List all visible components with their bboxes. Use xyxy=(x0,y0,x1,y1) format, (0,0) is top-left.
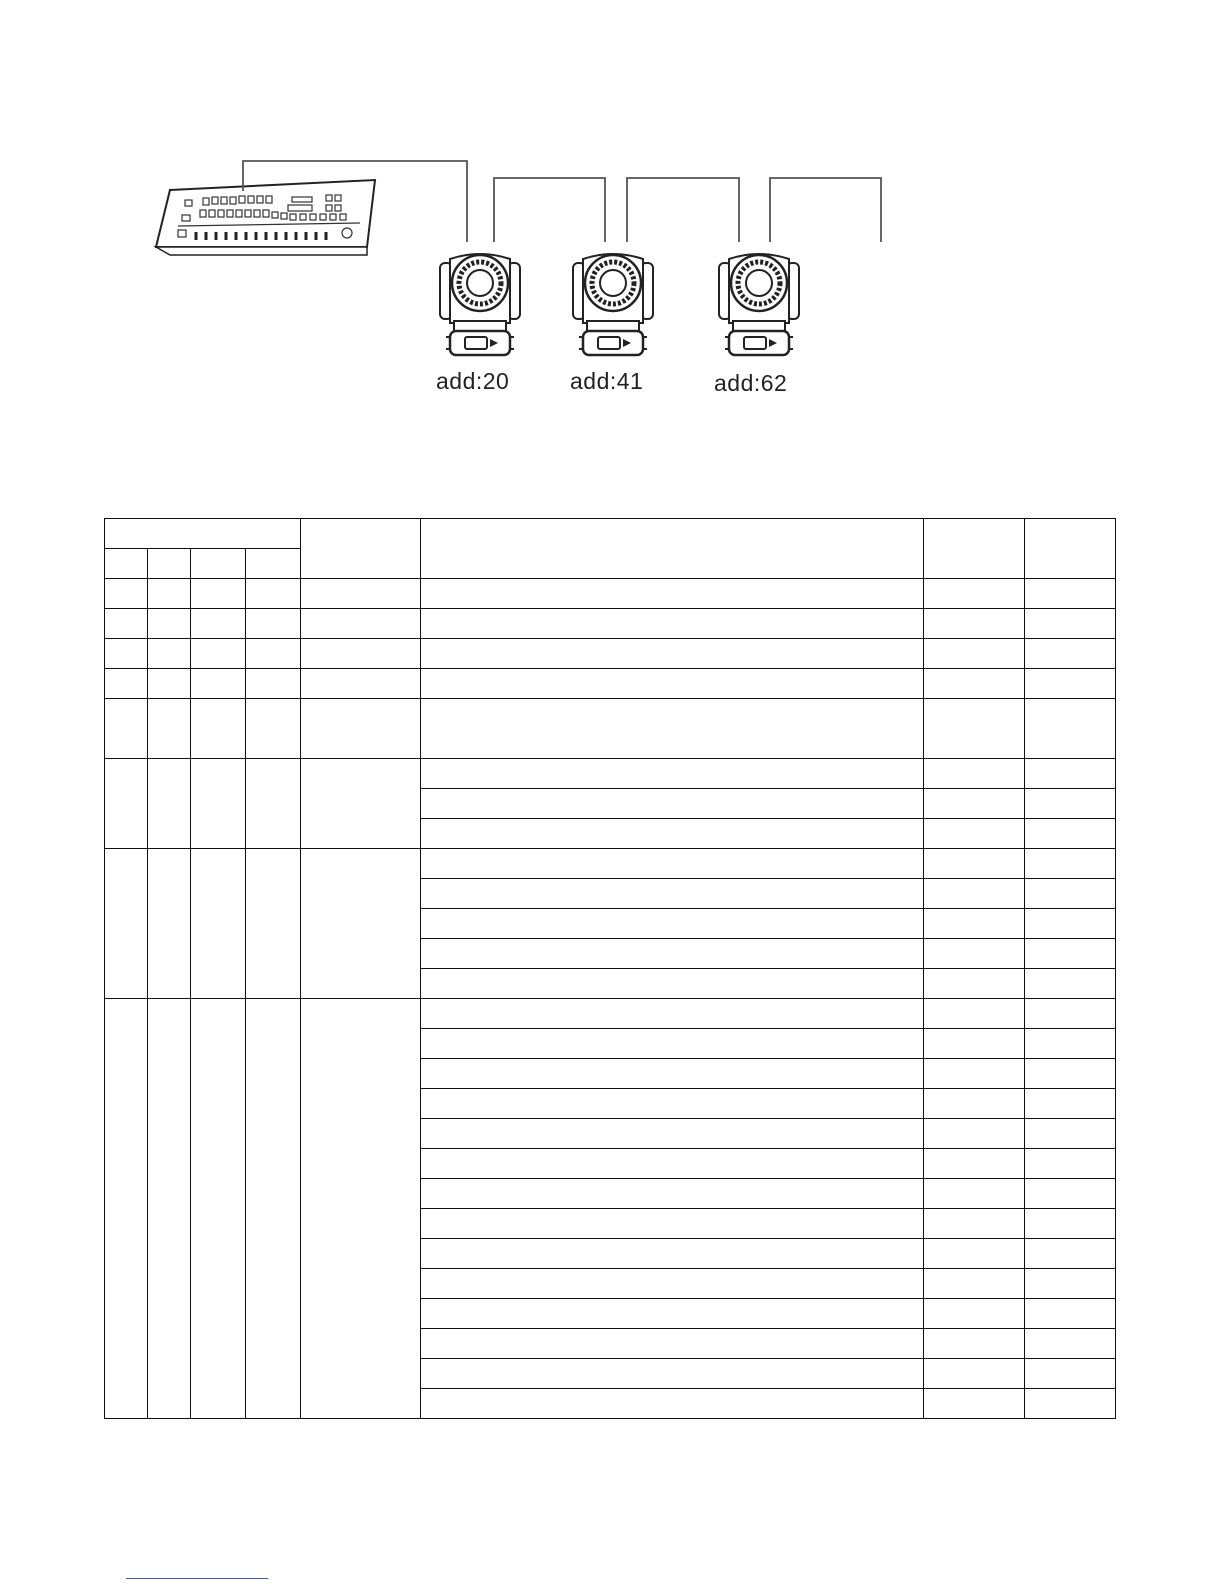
table-cell xyxy=(421,969,924,999)
table-cell xyxy=(1025,1329,1116,1359)
table-cell xyxy=(421,819,924,849)
table-cell xyxy=(421,669,924,699)
table-header-row xyxy=(105,519,1116,549)
table-cell xyxy=(924,1269,1025,1299)
table-cell xyxy=(421,789,924,819)
table-cell xyxy=(191,759,246,849)
table-cell xyxy=(924,819,1025,849)
table-cell xyxy=(1025,909,1116,939)
table-cell xyxy=(148,669,191,699)
table-cell xyxy=(301,999,421,1419)
table-cell xyxy=(924,1329,1025,1359)
table-cell xyxy=(191,999,246,1419)
table-cell xyxy=(301,609,421,639)
table-cell xyxy=(148,999,191,1419)
table-cell xyxy=(1025,1149,1116,1179)
table-cell xyxy=(924,1119,1025,1149)
table-cell xyxy=(924,1389,1025,1419)
fixture-address-label: add:41 xyxy=(570,368,644,394)
default-header xyxy=(1025,519,1116,579)
table-cell xyxy=(924,999,1025,1029)
table-cell xyxy=(1025,1269,1116,1299)
table-cell xyxy=(924,849,1025,879)
table-cell xyxy=(105,699,148,759)
table-cell xyxy=(924,1089,1025,1119)
table-cell xyxy=(191,699,246,759)
table-cell xyxy=(1025,1389,1116,1419)
table-row xyxy=(105,639,1116,669)
table-cell xyxy=(148,699,191,759)
table-row xyxy=(105,579,1116,609)
table-cell xyxy=(421,579,924,609)
table-cell xyxy=(1025,1299,1116,1329)
table-cell xyxy=(421,1209,924,1239)
table-cell xyxy=(924,909,1025,939)
table-cell xyxy=(1025,1119,1116,1149)
table-cell xyxy=(924,609,1025,639)
mode-column-header xyxy=(246,549,301,579)
dmx-channel-table xyxy=(104,518,1116,1419)
table-cell xyxy=(301,699,421,759)
table-row xyxy=(105,759,1116,789)
table-cell xyxy=(148,639,191,669)
dmx-console-icon xyxy=(156,180,375,255)
table-cell xyxy=(246,759,301,849)
table-cell xyxy=(1025,1179,1116,1209)
table-cell xyxy=(924,1209,1025,1239)
table-cell xyxy=(105,759,148,849)
table-cell xyxy=(421,1239,924,1269)
table-cell xyxy=(246,579,301,609)
table-cell xyxy=(421,999,924,1029)
table-cell xyxy=(246,849,301,999)
fixture-address-label: add:20 xyxy=(436,368,510,394)
table-cell xyxy=(421,699,924,759)
table-cell xyxy=(246,639,301,669)
mode-column-header xyxy=(191,549,246,579)
table-cell xyxy=(421,1089,924,1119)
table-cell xyxy=(924,939,1025,969)
table-cell xyxy=(924,699,1025,759)
table-cell xyxy=(421,1299,924,1329)
description-header xyxy=(421,519,924,579)
table-cell xyxy=(421,759,924,789)
table-cell xyxy=(301,579,421,609)
moving-head-light-icon xyxy=(573,254,653,355)
table-cell xyxy=(421,849,924,879)
table-cell xyxy=(148,579,191,609)
table-cell xyxy=(1025,669,1116,699)
table-cell xyxy=(148,609,191,639)
table-cell xyxy=(105,849,148,999)
table-cell xyxy=(1025,849,1116,879)
table-cell xyxy=(1025,1359,1116,1389)
table-cell xyxy=(924,759,1025,789)
dmx-wiring-diagram xyxy=(0,0,1225,420)
table-cell xyxy=(1025,999,1116,1029)
table-cell xyxy=(191,609,246,639)
table-cell xyxy=(421,1059,924,1089)
table-cell xyxy=(421,1359,924,1389)
table-cell xyxy=(421,609,924,639)
table-cell xyxy=(1025,1059,1116,1089)
table-cell xyxy=(421,909,924,939)
table-cell xyxy=(246,999,301,1419)
table-cell xyxy=(148,759,191,849)
table-cell xyxy=(1025,789,1116,819)
table-cell xyxy=(421,1329,924,1359)
table-cell xyxy=(301,669,421,699)
table-cell xyxy=(246,669,301,699)
table-cell xyxy=(421,1389,924,1419)
table-cell xyxy=(421,639,924,669)
table-cell xyxy=(1025,1239,1116,1269)
table-cell xyxy=(1025,609,1116,639)
table-cell xyxy=(924,1299,1025,1329)
function-header xyxy=(301,519,421,579)
table-cell xyxy=(924,669,1025,699)
table-cell xyxy=(421,1269,924,1299)
table-cell xyxy=(191,639,246,669)
moving-head-light-icon xyxy=(440,254,520,355)
mode-column-header xyxy=(105,549,148,579)
table-cell xyxy=(105,639,148,669)
table-cell xyxy=(421,939,924,969)
table-row xyxy=(105,999,1116,1029)
table-cell xyxy=(105,669,148,699)
footer-link-underline xyxy=(126,1578,268,1579)
value-header xyxy=(924,519,1025,579)
table-cell xyxy=(1025,1029,1116,1059)
table-cell xyxy=(924,579,1025,609)
table-cell xyxy=(105,999,148,1419)
table-cell xyxy=(924,639,1025,669)
table-cell xyxy=(1025,879,1116,909)
table-cell xyxy=(1025,1209,1116,1239)
table-cell xyxy=(924,1239,1025,1269)
table-cell xyxy=(105,579,148,609)
mode-group-header xyxy=(105,519,301,549)
table-cell xyxy=(421,1029,924,1059)
table-cell xyxy=(924,1179,1025,1209)
table-cell xyxy=(1025,939,1116,969)
table-row xyxy=(105,669,1116,699)
table-cell xyxy=(148,849,191,999)
table-cell xyxy=(924,1059,1025,1089)
table-cell xyxy=(301,759,421,849)
table-cell xyxy=(1025,639,1116,669)
table-cell xyxy=(1025,819,1116,849)
table-cell xyxy=(1025,969,1116,999)
table-cell xyxy=(421,1179,924,1209)
table-cell xyxy=(191,579,246,609)
table-cell xyxy=(1025,759,1116,789)
table-row xyxy=(105,609,1116,639)
table-cell xyxy=(246,699,301,759)
table-cell xyxy=(924,969,1025,999)
table-cell xyxy=(421,1119,924,1149)
table-cell xyxy=(924,789,1025,819)
table-cell xyxy=(191,669,246,699)
table-cell xyxy=(421,1149,924,1179)
fixture-address-label: add:62 xyxy=(714,370,788,396)
table-cell xyxy=(246,609,301,639)
moving-head-light-icon xyxy=(719,254,799,355)
table-cell xyxy=(105,609,148,639)
table-cell xyxy=(924,1359,1025,1389)
table-cell xyxy=(924,1029,1025,1059)
table-cell xyxy=(1025,1089,1116,1119)
table-cell xyxy=(191,849,246,999)
table-cell xyxy=(1025,699,1116,759)
table-cell xyxy=(924,879,1025,909)
table-cell xyxy=(301,639,421,669)
table-cell xyxy=(421,879,924,909)
table-cell xyxy=(924,1149,1025,1179)
table-row xyxy=(105,849,1116,879)
table-cell xyxy=(1025,579,1116,609)
mode-column-header xyxy=(148,549,191,579)
table-cell xyxy=(301,849,421,999)
table-row xyxy=(105,699,1116,759)
